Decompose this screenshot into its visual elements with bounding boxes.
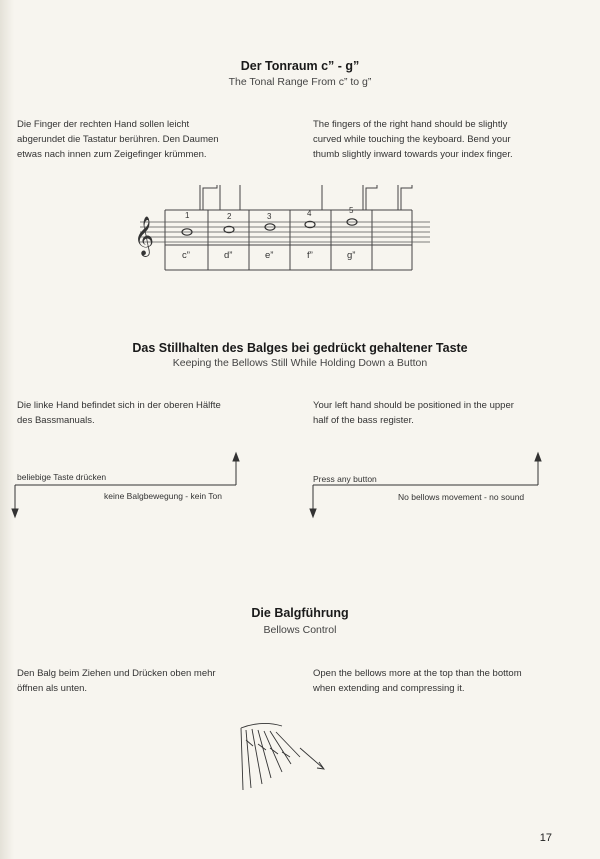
section2-title: Das Stillhalten des Balges bei gedrückt gehaltener Taste — [132, 341, 468, 355]
note-name: d” — [224, 250, 233, 261]
press-button-label-de: beliebige Taste drücken — [17, 472, 107, 482]
no-movement-label-de: keine Balgbewegung - kein Ton — [104, 491, 222, 501]
page-number: 17 — [539, 832, 552, 844]
note-name: c” — [182, 250, 190, 261]
text-line: Den Balg beim Ziehen und Drücken oben mehr — [17, 668, 216, 679]
text-line: thumb slightly inward towards your index finger. — [313, 149, 513, 160]
finger-number: 4 — [307, 209, 312, 218]
finger-number: 3 — [267, 212, 272, 221]
finger-number: 1 — [185, 211, 190, 220]
finger-number: 2 — [227, 212, 232, 221]
section1-subtitle: The Tonal Range From c” to g” — [228, 76, 372, 88]
section3-title: Die Balgführung — [251, 606, 349, 620]
text-line: abgerundet die Tastatur berühren. Den Daumen — [17, 134, 219, 145]
note-name: g” — [347, 250, 356, 261]
text-line: curved while touching the keyboard. Bend your — [313, 134, 511, 145]
text-line: des Bassmanuals. — [17, 415, 95, 426]
text-line: Your left hand should be positioned in the upper — [313, 400, 514, 411]
text-line: etwas nach innen zum Zeigefinger krümmen. — [17, 149, 207, 160]
text-line: when extending and compressing it. — [313, 683, 465, 694]
treble-clef-icon: 𝄞 — [134, 216, 155, 256]
text-line: Die linke Hand befindet sich in der oberen Hälfte — [17, 400, 221, 411]
no-movement-label-en: No bellows movement - no sound — [398, 492, 525, 502]
note-name: e” — [265, 250, 274, 261]
press-button-label-en: Press any button — [313, 474, 377, 484]
section3-subtitle: Bellows Control — [263, 624, 337, 636]
finger-number: 5 — [349, 206, 354, 215]
text-line: The fingers of the right hand should be slightly — [313, 119, 508, 130]
text-line: Die Finger der rechten Hand sollen leicht — [17, 119, 190, 130]
text-line: half of the bass register. — [313, 415, 414, 426]
note-name: f” — [307, 250, 313, 261]
text-line: Open the bellows more at the top than the bottom — [313, 668, 522, 679]
text-line: öffnen als unten. — [17, 683, 88, 694]
section1-title: Der Tonraum c” - g” — [240, 59, 360, 73]
section2-subtitle: Keeping the Bellows Still While Holding Down a Button — [172, 357, 428, 369]
